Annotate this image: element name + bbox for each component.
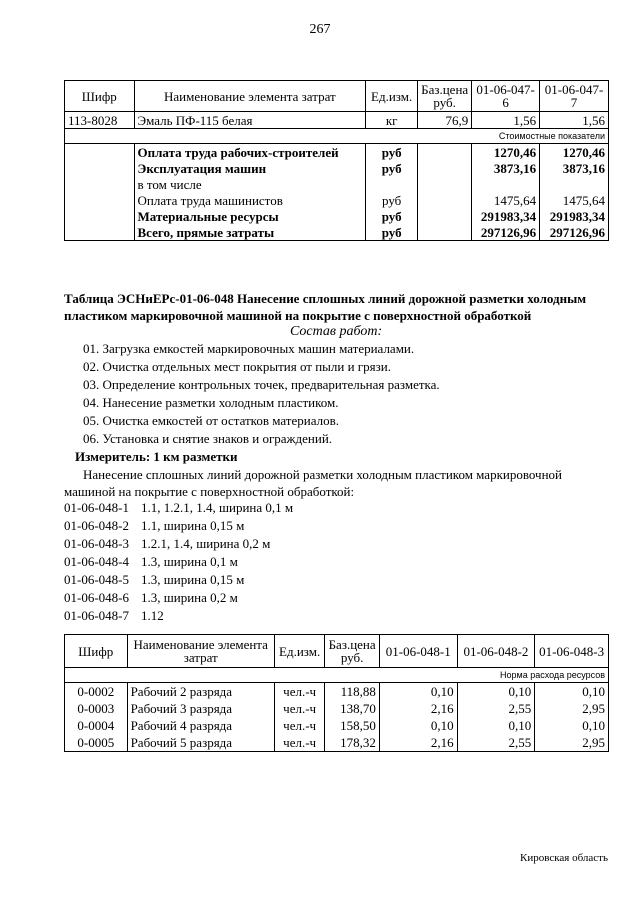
cell-value: 0,10 (457, 683, 535, 701)
code-item (64, 554, 464, 572)
work-step: 04. Нанесение разметки холодным пластиком. (83, 395, 339, 410)
cell-name: Рабочий 2 разряда (127, 683, 274, 701)
works-heading: Состав работ: (290, 324, 383, 339)
cell-unit: чел.-ч (274, 717, 324, 734)
table-row (65, 734, 609, 752)
meter-label: Измеритель: 1 км разметки (75, 449, 238, 464)
code-item (64, 536, 464, 554)
work-step: 03. Определение контрольных точек, предварительная разметка. (83, 377, 440, 392)
cell-code: 0-0003 (65, 700, 128, 717)
empty-cell (418, 144, 472, 161)
cell-unit: руб (366, 208, 418, 224)
footer-region: Кировская область (519, 852, 608, 864)
work-step: 06. Установка и снятие знаков и ограждений. (83, 431, 333, 446)
col-header-047-6: 01-06-047-6 (472, 81, 540, 112)
code-description: 1.1, 1.2.1, 1.4, ширина 0,1 м (141, 500, 294, 515)
col-header-unit: Ед.изм. (274, 635, 324, 668)
cell-name: в том числе (134, 176, 366, 192)
code-number: 01-06-048-1 (64, 500, 129, 515)
code-description: 1.2.1, 1.4, ширина 0,2 м (141, 536, 271, 551)
description-line-1: Нанесение сплошных линий дорожной разметки холодным пластиком маркировочной (83, 467, 563, 482)
cell-value: 297126,96 (472, 224, 540, 241)
section-title-line-2: пластиком маркировочной машиной на покрытие с поверхностной обработкой (64, 308, 532, 323)
cell-name: Рабочий 3 разряда (127, 700, 274, 717)
table-row (65, 683, 609, 701)
cell-unit: руб (366, 192, 418, 208)
empty-cell (418, 192, 472, 208)
table-row (65, 700, 609, 717)
table-row (65, 208, 609, 224)
col-header-048-3: 01-06-048-3 (535, 635, 609, 668)
cell-unit: руб (366, 144, 418, 161)
description-line-2: машиной на покрытие с поверхностной обработкой: (64, 484, 355, 499)
description (64, 466, 624, 500)
empty-cell (65, 192, 135, 208)
cell-value: 3873,16 (540, 160, 609, 176)
work-step: 05. Очистка емкостей от остатков материалов. (83, 413, 339, 428)
col-header-unit: Ед.изм. (366, 81, 418, 112)
cell-value: 2,55 (457, 700, 535, 717)
cell-price: 118,88 (325, 683, 380, 701)
cell-value: 0,10 (379, 683, 457, 701)
cell-value: 0,10 (535, 717, 609, 734)
cell-name: Оплата труда рабочих-строителей (134, 144, 366, 161)
cell-value: 1,56 (540, 112, 609, 129)
col-header-name: Наименование элемента затрат (127, 635, 274, 668)
cell-value: 1475,64 (540, 192, 609, 208)
section-title (64, 290, 624, 324)
col-header-price: Баз.цена руб. (325, 635, 380, 668)
cell-value: 1,56 (472, 112, 540, 129)
subheader-row (65, 129, 609, 144)
work-step: 02. Очистка отдельных мест покрытия от пыли и грязи. (83, 359, 391, 374)
cost-table-047 (64, 80, 609, 241)
empty-cell (418, 176, 472, 192)
cell-value: 291983,34 (472, 208, 540, 224)
col-header-name: Наименование элемента затрат (134, 81, 366, 112)
cost-rows (65, 144, 609, 241)
table-row (65, 176, 609, 192)
cell-unit: кг (366, 112, 418, 129)
code-number: 01-06-048-3 (64, 536, 129, 551)
cell-value: 0,10 (535, 683, 609, 701)
cell-code: 113-8028 (65, 112, 135, 129)
subheader-row (65, 668, 609, 683)
empty-cell (65, 144, 135, 161)
cell-unit: чел.-ч (274, 700, 324, 717)
cell-unit: чел.-ч (274, 734, 324, 752)
cell-name: Эмаль ПФ-115 белая (134, 112, 366, 129)
cell-value: 2,16 (379, 700, 457, 717)
code-item (64, 608, 464, 626)
work-step: 01. Загрузка емкостей маркировочных машин материалами. (83, 341, 415, 356)
empty-cell (418, 208, 472, 224)
col-header-code: Шифр (65, 81, 135, 112)
code-description: 1.1, ширина 0,15 м (141, 518, 245, 533)
empty-cell (65, 224, 135, 241)
code-item (64, 590, 464, 608)
cell-value: 3873,16 (472, 160, 540, 176)
code-item (64, 572, 464, 590)
cell-price: 76,9 (418, 112, 472, 129)
cell-value: 291983,34 (540, 208, 609, 224)
code-description: 1.12 (141, 608, 164, 623)
cell-price: 138,70 (325, 700, 380, 717)
empty-cell (65, 208, 135, 224)
cell-value: 2,95 (535, 734, 609, 752)
empty-cell (65, 160, 135, 176)
norm-rows (65, 683, 609, 752)
table-row (65, 144, 609, 161)
cell-value (540, 176, 609, 192)
col-header-code: Шифр (65, 635, 128, 668)
code-number: 01-06-048-7 (64, 608, 129, 623)
table-row (65, 224, 609, 241)
code-item (64, 500, 464, 518)
cell-value (472, 176, 540, 192)
cell-value: 1475,64 (472, 192, 540, 208)
cell-name: Всего, прямые затраты (134, 224, 366, 241)
cell-value: 2,16 (379, 734, 457, 752)
code-number: 01-06-048-6 (64, 590, 129, 605)
cell-value: 297126,96 (540, 224, 609, 241)
cell-code: 0-0002 (65, 683, 128, 701)
code-description: 1.3, ширина 0,15 м (141, 572, 245, 587)
cell-name: Материальные ресурсы (134, 208, 366, 224)
cell-value: 1270,46 (540, 144, 609, 161)
cell-unit (366, 176, 418, 192)
cell-name: Эксплуатация машин (134, 160, 366, 176)
col-header-048-2: 01-06-048-2 (457, 635, 535, 668)
cell-value: 1270,46 (472, 144, 540, 161)
cell-unit: чел.-ч (274, 683, 324, 701)
table-row (65, 160, 609, 176)
code-description: 1.3, ширина 0,1 м (141, 554, 238, 569)
code-item (64, 518, 464, 536)
subheader-norms: Норма расхода ресурсов (65, 668, 609, 683)
col-header-price: Баз.цена руб. (418, 81, 472, 112)
empty-cell (418, 224, 472, 241)
cell-value: 0,10 (457, 717, 535, 734)
cell-value: 2,55 (457, 734, 535, 752)
cell-unit: руб (366, 224, 418, 241)
empty-cell (418, 160, 472, 176)
cell-name: Рабочий 5 разряда (127, 734, 274, 752)
cell-price: 158,50 (325, 717, 380, 734)
works-list (83, 340, 623, 448)
cell-value: 0,10 (379, 717, 457, 734)
table-row (65, 717, 609, 734)
page-number: 267 (309, 22, 331, 37)
subheader-cost: Стоимостные показатели (65, 129, 609, 144)
code-number: 01-06-048-2 (64, 518, 129, 533)
code-number: 01-06-048-5 (64, 572, 129, 587)
col-header-048-1: 01-06-048-1 (379, 635, 457, 668)
cell-unit: руб (366, 160, 418, 176)
table-row (65, 112, 609, 129)
section-title-line-1: Таблица ЭСНиЕРс-01-06-048 Нанесение сплошных линий дорожной разметки холодным (64, 291, 587, 306)
table-row (65, 192, 609, 208)
col-header-047-7: 01-06-047-7 (540, 81, 609, 112)
empty-cell (65, 176, 135, 192)
cell-price: 178,32 (325, 734, 380, 752)
cell-code: 0-0005 (65, 734, 128, 752)
code-description: 1.3, ширина 0,2 м (141, 590, 238, 605)
code-list (64, 500, 464, 626)
cell-value: 2,95 (535, 700, 609, 717)
norms-table-048 (64, 634, 609, 752)
cell-name: Рабочий 4 разряда (127, 717, 274, 734)
cell-code: 0-0004 (65, 717, 128, 734)
code-number: 01-06-048-4 (64, 554, 129, 569)
cell-name: Оплата труда машинистов (134, 192, 366, 208)
